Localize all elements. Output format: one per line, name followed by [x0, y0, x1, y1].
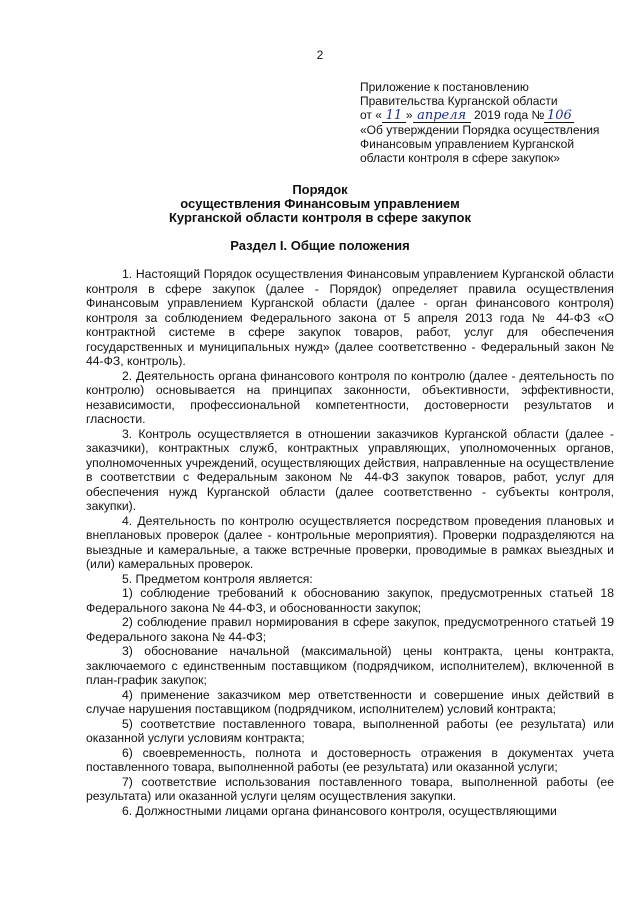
paragraph: 5. Предметом контроля является:	[122, 571, 313, 586]
title-line-2: осуществления Финансовым управлением	[180, 196, 460, 211]
date-prefix: от «	[360, 108, 382, 122]
appendix-block	[360, 80, 630, 165]
appendix-line-4: «Об утверждении Порядка осуществления	[360, 123, 600, 137]
section-heading: Раздел I. Общие положения	[230, 238, 410, 253]
list-item: 6) своевременность, полнота и достоверность отражения в документах учета поставленного товара, выполненной работы (ее результата) или оказанной услуги;	[86, 745, 614, 774]
page-number: 2	[316, 48, 324, 62]
list-item: 3) обоснование начальной (максимальной) цены контракта, цены контракта, заключаемого с единственным поставщиком (подрядчиком, исполнителем), включенной в план-график закупок;	[86, 644, 614, 687]
appendix-line-5: Финансовым управлением Курганской	[360, 137, 575, 151]
handwritten-month: апреля	[413, 110, 471, 123]
paragraph: 6. Должностными лицами органа финансового контроля, осуществляющими	[122, 803, 557, 818]
document-title	[0, 183, 640, 225]
list-item: 5) соответствие поставленного товара, выполненной работы (ее результата) или оказанной услуги условиям контракта;	[86, 716, 614, 745]
list-item: 4) применение заказчиком мер ответственности и совершение иных действий в случае нарушения поставщиком (подрядчиком, исполнителем) условий контракта;	[86, 687, 614, 716]
date-year: 2019 года №	[473, 108, 545, 122]
handwritten-day: 11	[382, 110, 406, 123]
appendix-date-line	[360, 108, 630, 123]
paragraph: 2. Деятельность органа финансового контроля по контролю (далее - деятельность по контролю) основывается на принципах законности, объективности, эффективности, независимости, профессиональной компетентности, достоверности результатов и гласности.	[86, 368, 614, 426]
appendix-line-6: области контроля в сфере закупок»	[360, 151, 560, 165]
paragraph: 4. Деятельность по контролю осуществляется посредством проведения плановых и внеплановых проверок (далее - контрольные мероприятия). Проверки подразделяются на выездные и камеральные, а также встречные проверки, проводимые в рамках выездных и (или) камеральных проверок.	[86, 513, 614, 571]
title-line-1: Порядок	[292, 182, 348, 197]
title-line-3: Курганской области контроля в сфере закупок	[169, 210, 471, 225]
appendix-line-2: Правительства Курганской области	[360, 94, 558, 108]
list-item: 7) соответствие использования поставленного товара, выполненной работы (ее результата) или оказанной услуги целям осуществления закупки.	[86, 774, 614, 803]
list-item: 1) соблюдение требований к обоснованию закупок, предусмотренных статьей 18 Федерального закона № 44-ФЗ, и обоснованности закупок;	[86, 586, 614, 615]
document-body	[86, 267, 614, 818]
handwritten-number: 106	[544, 110, 574, 123]
date-month-sep: »	[405, 108, 413, 122]
paragraph: 3. Контроль осуществляется в отношении заказчиков Курганской области (далее - заказчики), контрактных служб, контрактных управляющих, уполномоченных органов, уполномоченных учреждений, осуществляющих действия, направленные на осуществление в соответствии с Федеральным законом № 44-ФЗ закупок товаров, работ, услуг для обеспечения нужд Курганской области (далее соответственно - субъекты контроля, закупки).	[86, 426, 614, 513]
paragraph: 1. Настоящий Порядок осуществления Финансовым управлением Курганской области контроля в сфере закупок (далее - Порядок) определяет правила осуществления Финансовым управлением Курганской области (далее - орган финансового контроля) контроля за соблюдением Федерального закона от 5 апреля 2013 года № 44-ФЗ «О контрактной системе в сфере закупок товаров, работ, услуг для обеспечения государственных и муниципальных нужд» (далее соответственно - Федеральный закон № 44-ФЗ, контроль).	[86, 267, 614, 368]
list-item: 2) соблюдение правил нормирования в сфере закупок, предусмотренного статьей 19 Федерального закона № 44-ФЗ;	[86, 615, 614, 644]
appendix-line-1: Приложение к постановлению	[360, 80, 529, 94]
